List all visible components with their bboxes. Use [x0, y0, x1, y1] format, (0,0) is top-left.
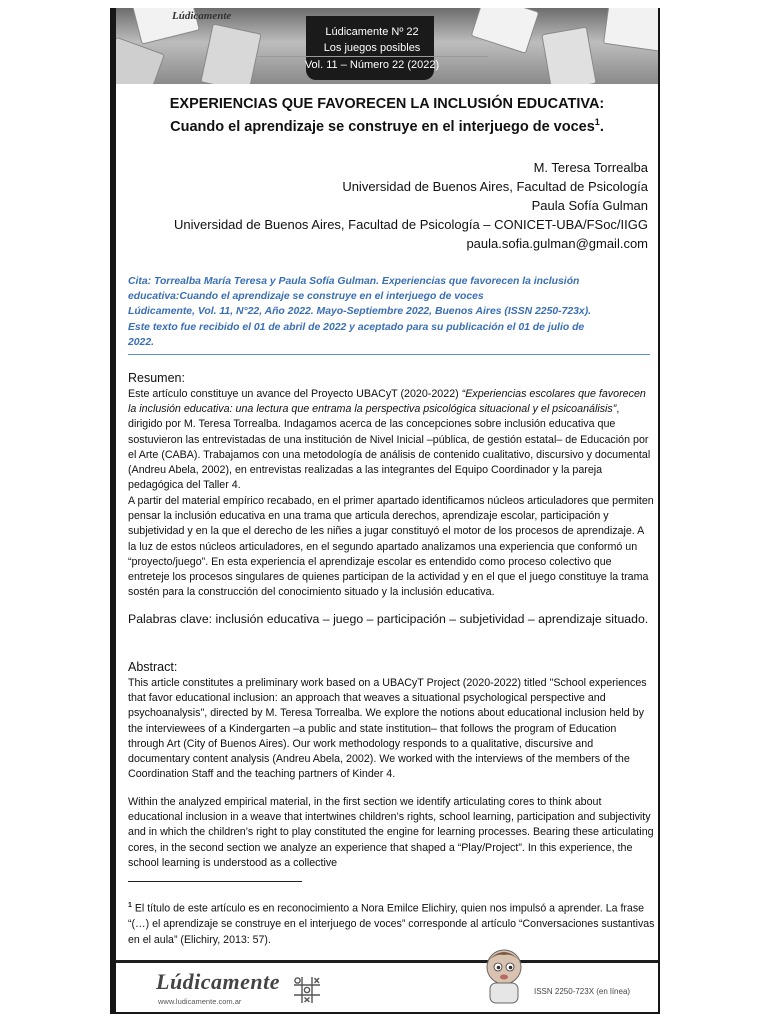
author-block — [148, 158, 648, 253]
abstract-heading: Abstract: — [128, 660, 178, 674]
footnote-marker: 1 — [128, 902, 132, 909]
citation-block — [128, 274, 652, 350]
journal-theme: Los juegos posibles — [323, 42, 421, 54]
abstract-paragraph-1: This article constitutes a preliminary work based on a UBACyT Project (2020-2022) titled "School experiences that favor educational inclusion: an approach that weaves a situational psychological perspective and psychoanalysis", directed by M. Teresa Torrealba. We explore the notions about educational inclusion held by the interviewees of a Kindergarten –a public and state institution– that follows the program of Education through Art (City of Buenos Aires). Our work methodology responds to a qualitative, discursive and documentary content analysis (Andreu Abela, 2002). We worked with the interviews of the members of the Coordination Staff and the teaching partners of Kinder 4. — [128, 677, 647, 781]
resumen-paragraph-1 — [128, 387, 654, 493]
article-title: EXPERIENCIAS QUE FAVORECEN LA INCLUSIÓN EDUCATIVA: — [169, 96, 605, 112]
journal-footer — [116, 963, 658, 1012]
footnote-text: El título de este artículo es en reconocimiento a Nora Emilce Elichiry, quien nos impulsó a aprender. La frase “(…) el aprendizaje se construye en el interjuego de voces” corresponde al artículo “Conversaciones sustantivas en el aula” (Elichiry, 2013: 57). — [128, 902, 655, 947]
keywords: Palabras clave: inclusión educativa – juego – participación – subjetividad – aprendizaje situado. — [128, 612, 649, 626]
journal-issue: Lúdicamente Nº 22 — [325, 26, 419, 38]
resumen-text: Este artículo constituye un avance del Proyecto UBACyT (2020-2022) — [128, 388, 462, 400]
abstract-paragraph-2: Within the analyzed empirical material, in the first section we identify articulating cores to think about educational inclusion in a weave that intertwines children’s rights, school learning, participation and subjectivity and in which the children’s right to play constituted the engine for learning processes. Bearing these articulating cores, in the second section we analyze an experience that shaped a “Play/Project”. In this experience, the school learning is understood as a collective — [128, 796, 654, 869]
author-affiliation: Universidad de Buenos Aires, Facultad de Psicología – CONICET-UBA/FSoc/IIGG — [174, 217, 648, 232]
tic-tac-toe-icon — [292, 975, 322, 1005]
resumen-heading: Resumen: — [128, 371, 185, 385]
citation-divider — [128, 354, 650, 355]
footer-issn: ISSN 2250-723X (en línea) — [534, 987, 631, 996]
author-name: M. Teresa Torrealba — [533, 160, 648, 175]
footnote-ref[interactable]: 1 — [594, 117, 600, 127]
footnote-divider — [128, 881, 302, 882]
author-email[interactable]: paula.sofia.gulman@gmail.com — [466, 236, 648, 251]
citation-line: 2022. — [128, 336, 155, 348]
footer-logo: Lúdicamente — [156, 969, 281, 994]
journal-volume: Vol. 11 – Número 22 (2022) — [256, 56, 488, 73]
header-info — [256, 24, 488, 73]
project-title: “Experiencias escolares que favorecen la inclusión educativa: una lectura que entrama la perspectiva psicológica situacional y el psicoanálisis” — [128, 388, 646, 416]
header-logo-text: Lúdicamente — [172, 10, 232, 22]
resumen-paragraph-2: A partir del material empírico recabado, en el primer apartado identificamos núcleos articuladores que permiten pensar la inclusión educativa en una trama que articula derechos, aprendizaje escolar, participación y subjetividad y en la que el derecho de les niñes a jugar constituyó el motor de los procesos de aprendizaje. A la luz de estos núcleos articuladores, en el segundo apartado analizamos una experiencia que conformó un “proyecto/juego”. En esta experiencia el aprendizaje escolar es entendido como proceso colectivo que entreteje los procesos singulares de quienes participan de la actividad y en el que el juego constituye la trama sostén para la construcción del conocimiento situado y la inclusión educativa. — [128, 495, 654, 599]
baby-mascot-icon — [478, 945, 530, 1005]
author-name: Paula Sofía Gulman — [531, 198, 648, 213]
citation-line: educativa:Cuando el aprendizaje se construye en el interjuego de voces — [128, 291, 484, 303]
footnote — [128, 898, 658, 949]
citation-line: Lúdicamente, Vol. 11, N°22, Año 2022. Mayo-Septiembre 2022, Buenos Aires (ISSN 2250-723x). — [128, 306, 592, 318]
subtitle-text: Cuando el aprendizaje se construye en el interjuego de voces — [170, 118, 595, 135]
article-subtitle — [116, 117, 658, 135]
resumen-text: , dirigido por M. Teresa Torrealba. Indagamos acerca de las concepciones sobre inclusión educativa que sostuvieron las entrevistadas de una institución de Nivel Inicial –pública, de gestión estatal– de Educación por el Arte (CABA). Trabajamos con una metodología de análisis de contenido cualitativo, discursivo y documental (Andreu Abela, 2002), en entrevistas realizadas a las integrantes del Equipo Coordinador y la pareja pedagógica del Taller 4. — [128, 403, 651, 492]
citation-line: Este texto fue recibido el 01 de abril de 2022 y aceptado para su publicación el 01 de julio de — [128, 321, 585, 333]
document-page — [116, 8, 658, 1012]
subtitle-end: . — [599, 118, 604, 135]
citation-line: Cita: Torrealba María Teresa y Paula Sofía Gulman. Experiencias que favorecen la inclusión — [128, 276, 580, 287]
journal-header-banner — [116, 8, 658, 84]
footer-url[interactable]: www.ludicamente.com.ar — [158, 997, 242, 1006]
author-affiliation: Universidad de Buenos Aires, Facultad de Psicología — [342, 179, 648, 194]
